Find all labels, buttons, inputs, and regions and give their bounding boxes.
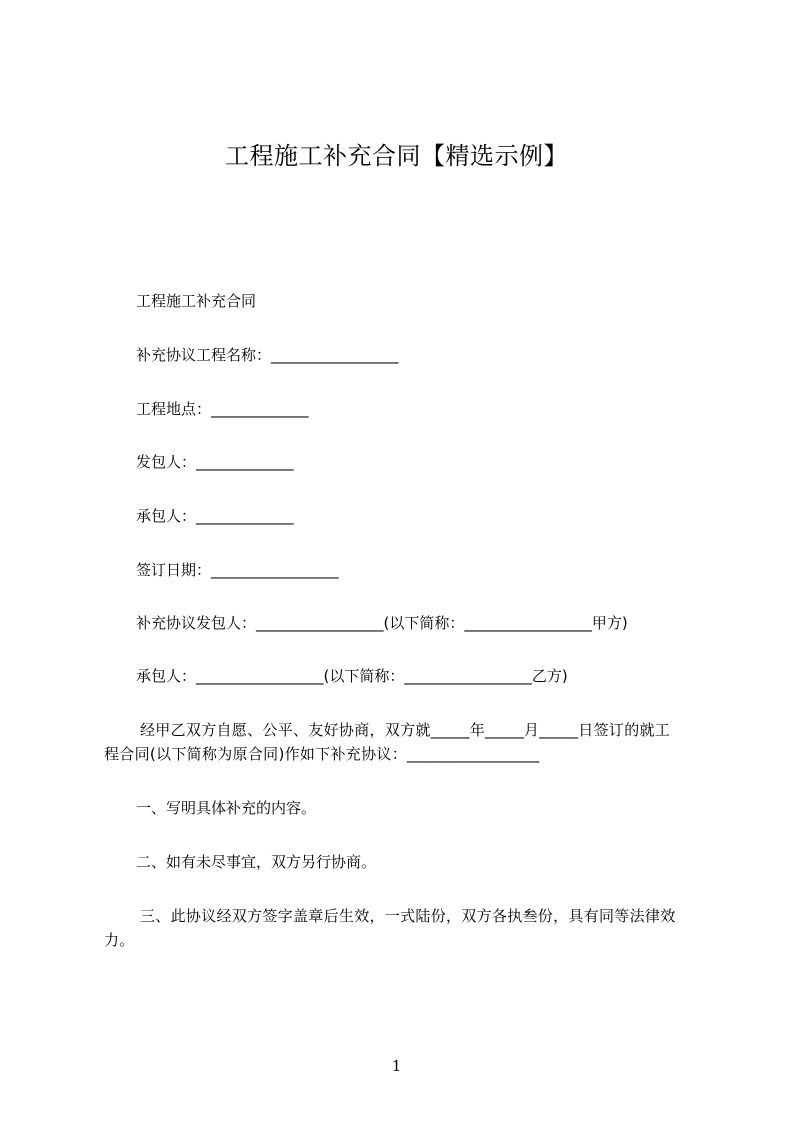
- page-number: 1: [391, 1057, 402, 1075]
- clause-3: [104, 906, 704, 950]
- party-b-line: 承包人：_________________(以下简称：_________________乙方): [136, 667, 568, 685]
- party-a-line: 补充协议发包人：_________________(以下简称：_________________甲方): [136, 614, 628, 632]
- clause-3-line-2: 力。: [104, 931, 135, 949]
- agreement-paragraph-line-2: 程合同(以下简称为原合同)作如下补充协议：_________________: [104, 745, 540, 763]
- agreement-paragraph: [104, 720, 704, 764]
- signing-date-line: 签订日期：_________________: [136, 561, 339, 579]
- project-location-line: 工程地点：_____________: [136, 400, 309, 418]
- contractor-line: 承包人：_____________: [136, 507, 294, 525]
- employer-line: 发包人：_____________: [136, 453, 294, 471]
- clause-2: 二、如有未尽事宜，双方另行协商。: [136, 853, 377, 871]
- agreement-paragraph-line-1: 经甲乙双方自愿、公平、友好协商，双方就_____年_____月_____日签订的就工: [140, 721, 671, 739]
- project-name-line: 补充协议工程名称：_________________: [136, 346, 399, 364]
- contract-heading: 工程施工补充合同: [136, 292, 257, 310]
- clause-3-line-1: 三、此协议经双方签字盖章后生效，一式陆份，双方各执叁份，具有同等法律效: [140, 907, 676, 925]
- document-title: 工程施工补充合同【精选示例】: [225, 142, 568, 170]
- clause-1: 一、写明具体补充的内容。: [136, 799, 317, 817]
